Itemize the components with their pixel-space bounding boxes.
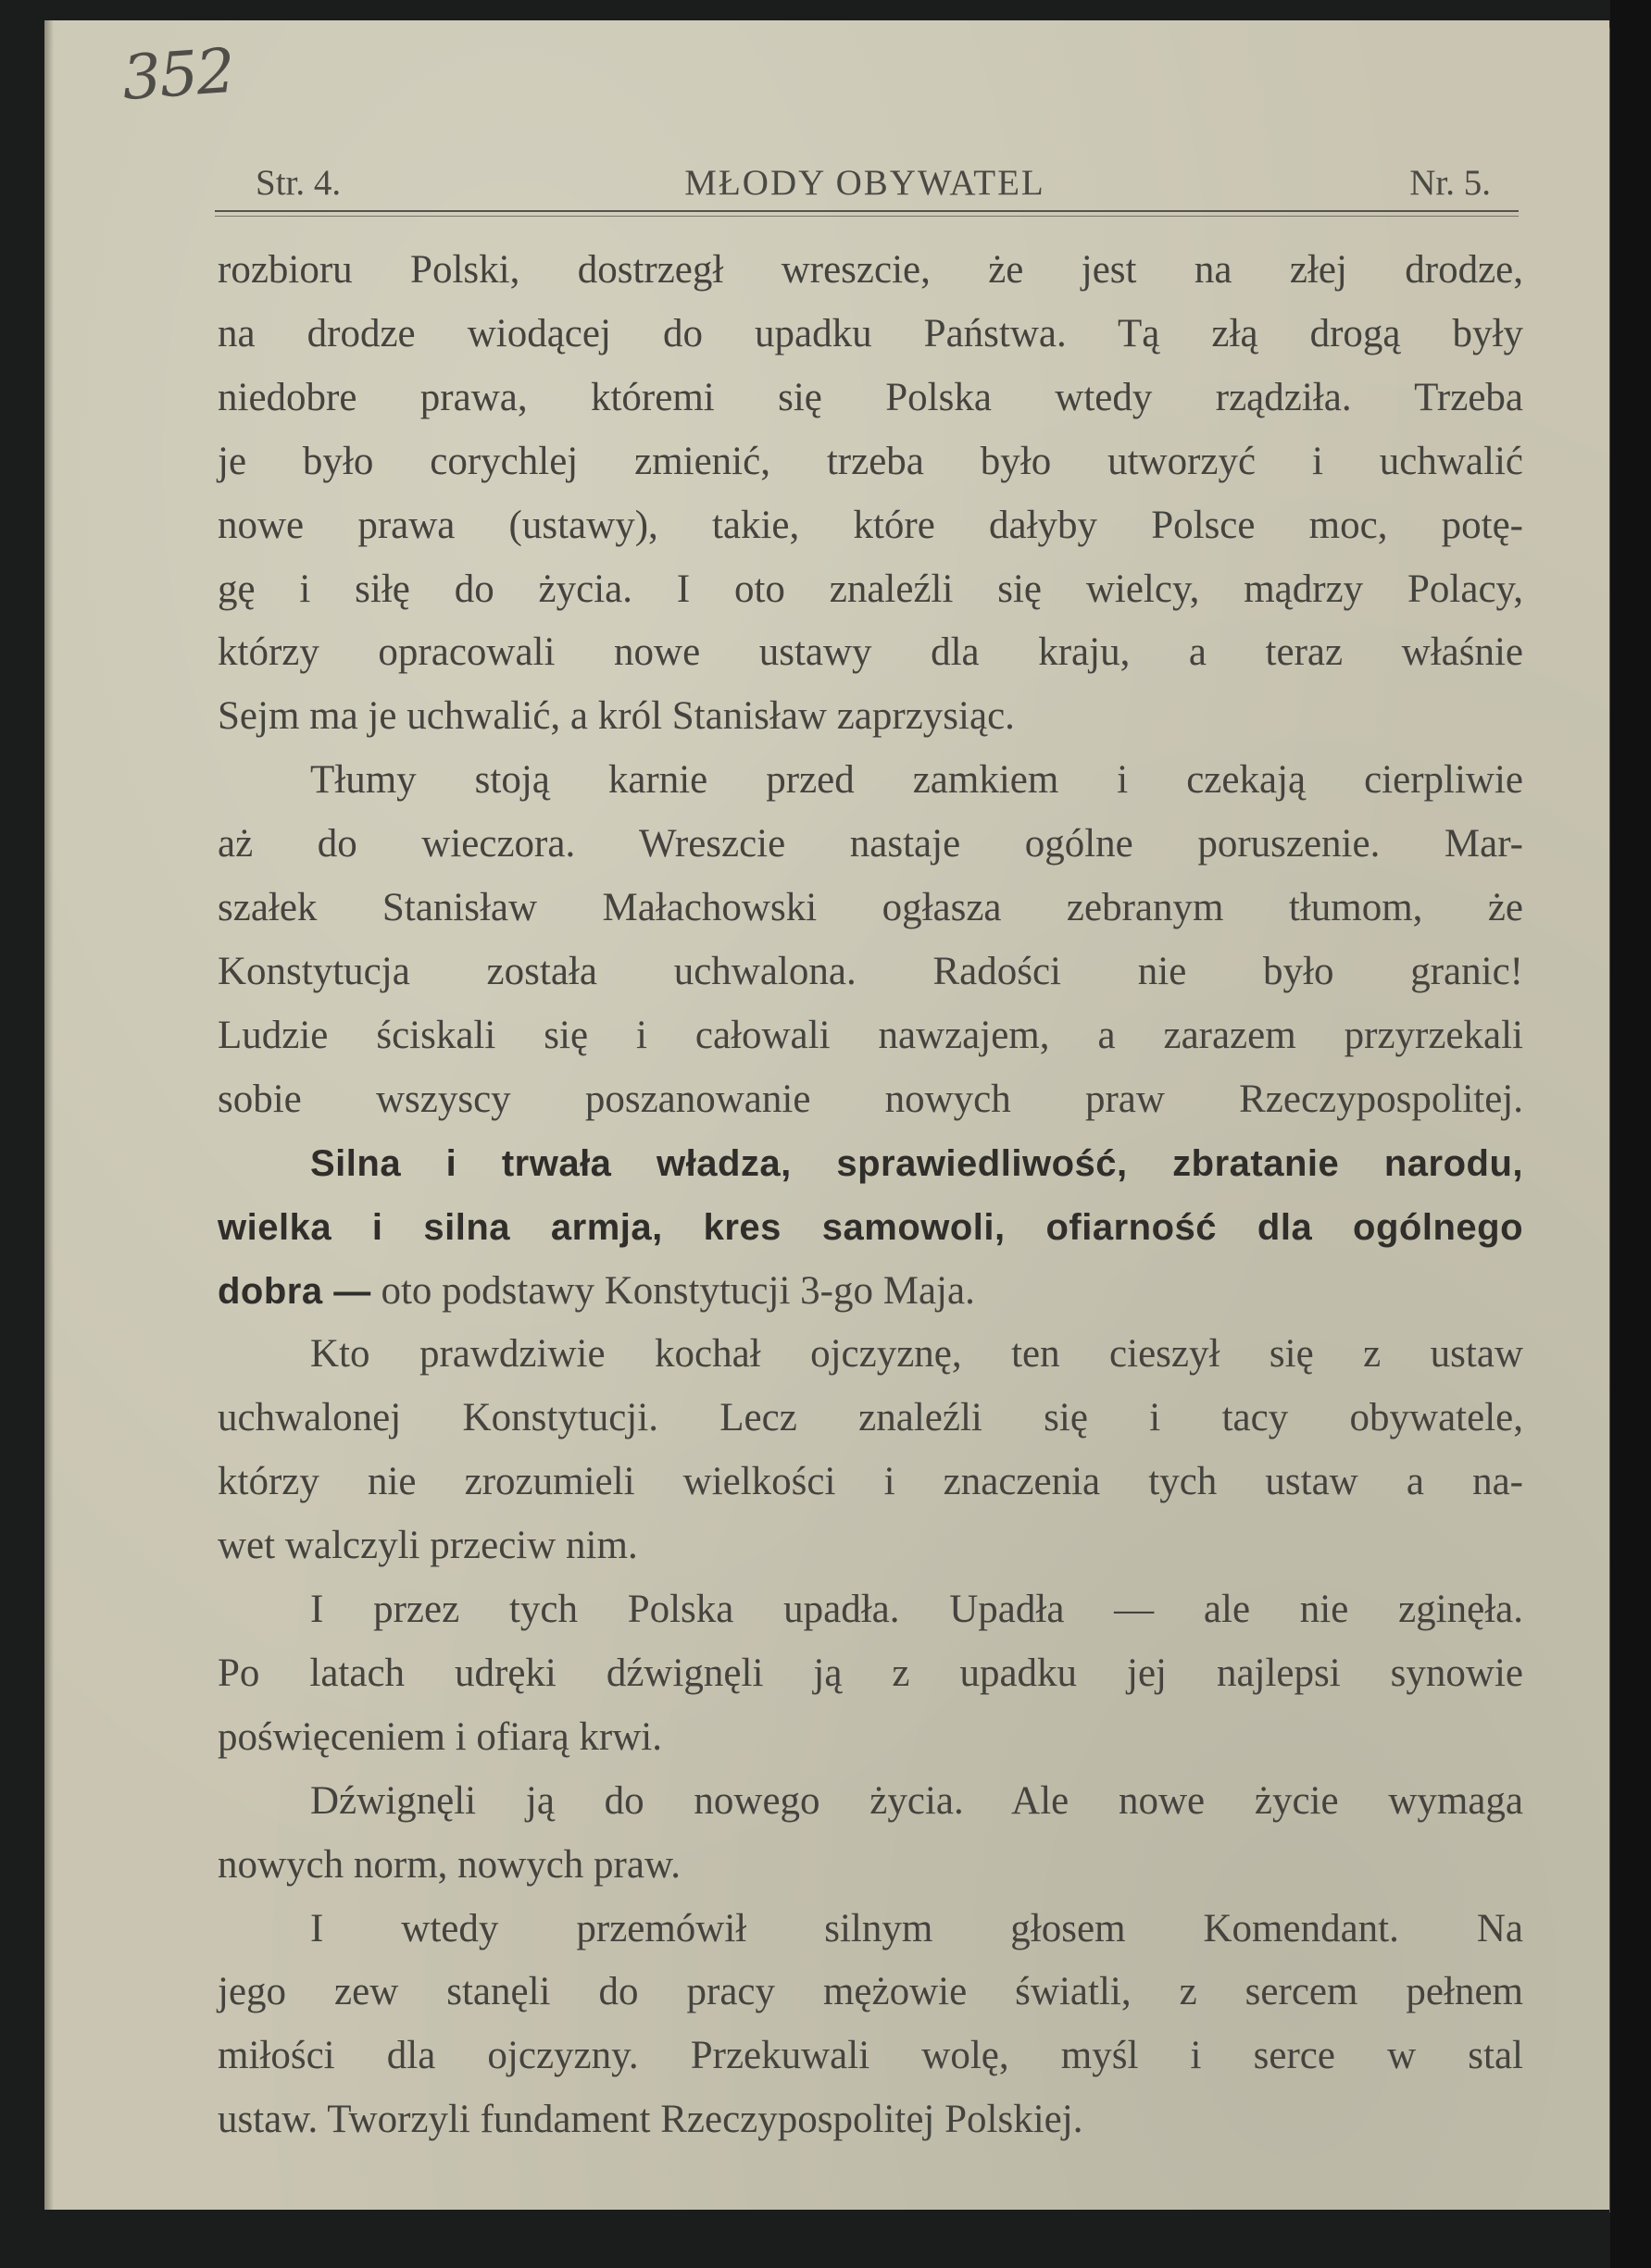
paragraph — [218, 749, 1523, 1131]
text-line: I przez tych Polska upadła. Upadła — ale nie zginęła. — [310, 1588, 1523, 1632]
paragraph — [218, 1578, 1523, 1770]
text-line: ustaw. Tworzyli fundament Rzeczypospolitej Polskiej. — [218, 2098, 1083, 2142]
text-line: rozbioru Polski, dostrzegł wreszcie, że jest na złej drodze, — [218, 248, 1523, 292]
bold-text-line: wielka i silna armja, kres samowoli, ofiarność dla ogólnego — [218, 1206, 1523, 1248]
text-line: Ludzie ściskali się i całowali nawzajem, a zarazem przyrzekali — [218, 1013, 1523, 1057]
text-line: nowe prawa (ustawy), takie, które dałyby Polsce moc, potę- — [218, 503, 1523, 547]
text-line: je było corychlej zmienić, trzeba było utworzyć i uchwalić — [218, 439, 1523, 483]
text-line: Tłumy stoją karnie przed zamkiem i czekają cierpliwie — [310, 758, 1523, 803]
text-line: sobie wszyscy poszanowanie nowych praw Rzeczypospolitej. — [218, 1077, 1523, 1121]
text-line: jego zew stanęli do pracy mężowie światli, z sercem pełnem — [218, 1970, 1523, 2014]
text-line: aż do wieczora. Wreszcie nastaje ogólne poruszenie. Mar- — [218, 822, 1523, 866]
text-line: którzy nie zrozumieli wielkości i znaczenia tych ustaw a na- — [218, 1460, 1523, 1504]
header-rule-thin — [215, 216, 1519, 217]
paragraph — [218, 1770, 1523, 1898]
text-line: poświęceniem i ofiarą krwi. — [218, 1714, 662, 1759]
text-line: szałek Stanisław Małachowski ogłasza zebranym tłumom, że — [218, 886, 1523, 930]
header-rule — [215, 210, 1519, 212]
text-line: Sejm ma je uchwalić, a król Stanisław zaprzysiąc. — [218, 694, 1015, 739]
text-line: Dźwignęli ją do nowego życia. Ale nowe życie wymaga — [310, 1778, 1523, 1823]
paragraph — [218, 239, 1523, 749]
text-run: oto podstawy Konstytucji 3-go Maja. — [370, 1268, 975, 1313]
text-line: Konstytucja została uchwalona. Radości nie było granic! — [218, 949, 1523, 993]
text-line: niedobre prawa, któremi się Polska wtedy rządziła. Trzeba — [218, 375, 1523, 419]
running-head — [213, 162, 1517, 205]
paragraph — [218, 1898, 1523, 2153]
text-line: uchwalonej Konstytucji. Lecz znaleźli się i tacy obywatele, — [218, 1396, 1523, 1440]
text-line — [218, 1260, 1523, 1324]
text-line: Po latach udręki dźwignęli ją z upadku jej najlepsi synowie — [218, 1651, 1523, 1695]
emphasized-paragraph — [218, 1132, 1523, 1324]
text-line: nowych norm, nowych praw. — [218, 1842, 681, 1887]
issue-number-label: Nr. 5. — [1409, 163, 1491, 203]
handwritten-folio-number: 352 — [119, 34, 236, 115]
text-line: gę i siłę do życia. I oto znaleźli się wielcy, mądrzy Polacy, — [218, 567, 1523, 611]
text-line: miłości dla ojczyzny. Przekuwali wolę, myśl i serce w stal — [218, 2034, 1523, 2078]
text-line: którzy opracowali nowe ustawy dla kraju, a teraz właśnie — [218, 630, 1523, 675]
text-line: wet walczyli przeciw nim. — [218, 1524, 638, 1568]
periodical-title: MŁODY OBYWATEL — [684, 163, 1045, 203]
page-number-label: Str. 4. — [256, 163, 342, 203]
text-line: Kto prawdziwie kochał ojczyznę, ten cieszył się z ustaw — [310, 1332, 1523, 1377]
bold-text-line: Silna i trwała władza, sprawiedliwość, zbratanie narodu, — [310, 1142, 1523, 1184]
text-line: I wtedy przemówił silnym głosem Komendant. Na — [310, 1906, 1523, 1950]
book-binding — [1610, 0, 1651, 2268]
bold-phrase: dobra — — [218, 1270, 371, 1312]
text-line: na drodze wiodącej do upadku Państwa. Tą złą drogą były — [218, 311, 1523, 355]
paragraph — [218, 1323, 1523, 1578]
article-body — [218, 239, 1523, 2152]
page-edge-shadow — [44, 20, 54, 2210]
